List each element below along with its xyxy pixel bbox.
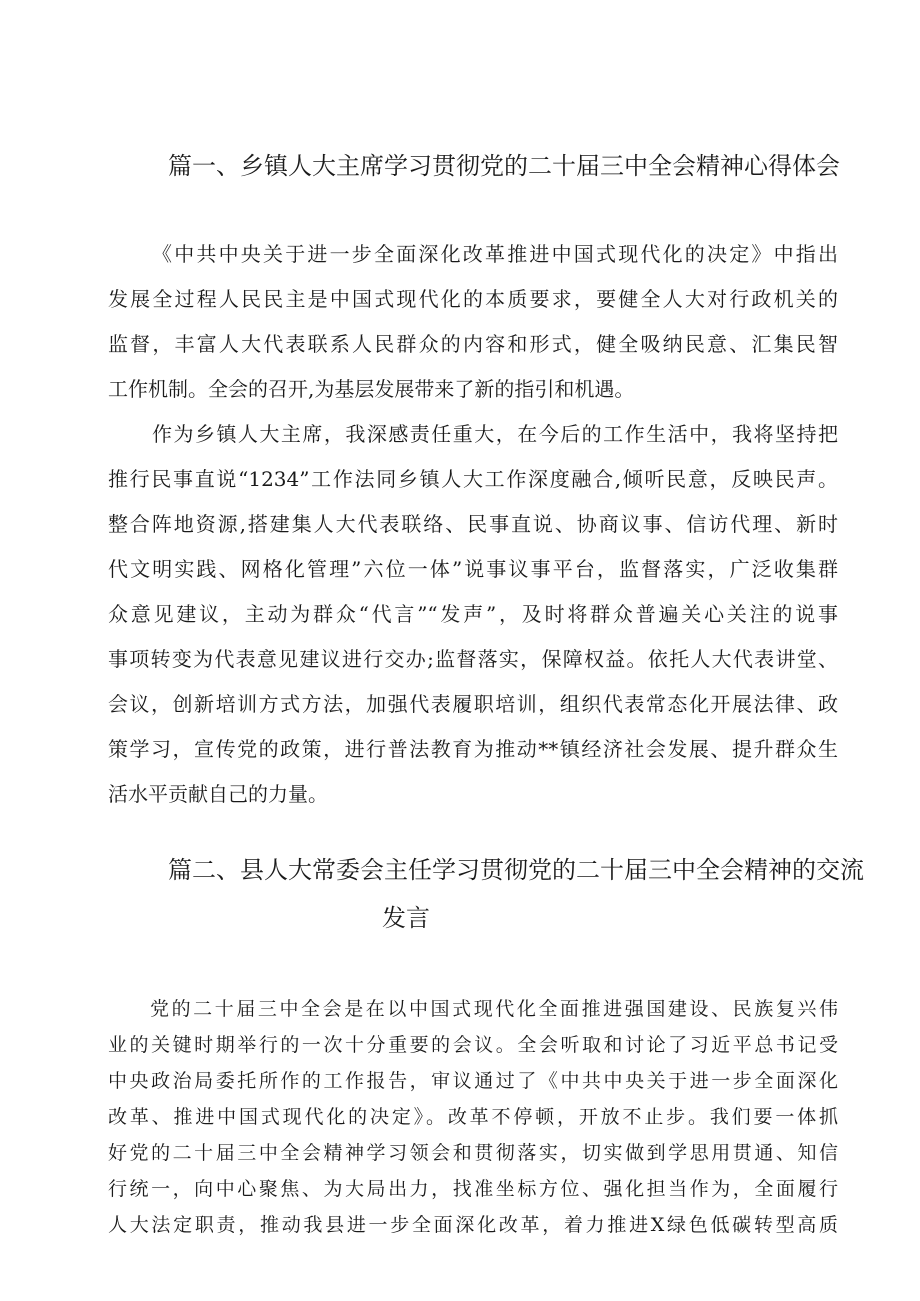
section1-line-8: 代文明实践、网格化管理”六位一体”说事议事平台，监督落实，广泛收集群 (108, 557, 838, 581)
section1-line-3: 监督，丰富人大代表联系人民群众的内容和形式，健全吸纳民意、汇集民智 (108, 332, 838, 356)
section1-line-1: 《中共中央关于进一步全面深化改革推进中国式现代化的决定》中指出 (152, 242, 838, 266)
section1-line-9: 众意见建议，主动为群众“代言”“发声”，及时将群众普遍关心关注的说事 (108, 602, 838, 626)
section1-line-7: 整合阵地资源,搭建集人大代表联络、民事直说、协商议事、信访代理、新时 (108, 512, 838, 536)
section2-line-7: 人大法定职责，推动我县进一步全面深化改革，着力推进X绿色低碳转型高质 (108, 1214, 838, 1236)
section2-line-2: 业的关键时期举行的一次十分重要的会议。全会听取和讨论了习近平总书记受 (108, 1034, 838, 1056)
section2-line-3: 中央政治局委托所作的工作报告，审议通过了《中共中央关于进一步全面深化 (108, 1070, 838, 1092)
section2-title-line-2: 发言 (382, 904, 430, 932)
section1-line-12: 策学习，宣传党的政策，进行普法教育为推动**镇经济社会发展、提升群众生 (108, 737, 838, 761)
section2-line-5: 好党的二十届三中全会精神学习领会和贯彻落实，切实做到学思用贯通、知信 (108, 1142, 838, 1164)
section2-line-6: 行统一，向中心聚焦、为大局出力，找准坐标方位、强化担当作为，全面履行 (108, 1178, 838, 1200)
section1-title: 篇一、乡镇人大主席学习贯彻党的二十届三中全会精神心得体会 (168, 152, 840, 180)
section1-line-6: 推行民事直说“1234”工作法同乡镇人大工作深度融合,倾听民意，反映民声。 (108, 467, 838, 491)
section2-line-1: 党的二十届三中全会是在以中国式现代化全面推进强国建设、民族复兴伟 (150, 998, 838, 1020)
section1-line-11: 会议，创新培训方式方法，加强代表履职培训，组织代表常态化开展法律、政 (108, 692, 838, 716)
section2-title-line-1: 篇二、县人大常委会主任学习贯彻党的二十届三中全会精神的交流 (168, 856, 864, 884)
section1-line-5: 作为乡镇人大主席，我深感责任重大，在今后的工作生活中，我将坚持把 (152, 422, 838, 446)
section1-line-13: 活水平贡献自己的力量。 (108, 782, 328, 806)
section2-line-4: 改革、推进中国式现代化的决定》。改革不停顿，开放不止步。我们要一体抓 (108, 1106, 838, 1128)
section1-line-4: 工作机制。全会的召开,为基层发展带来了新的指引和机遇。 (108, 377, 635, 401)
section1-line-2: 发展全过程人民民主是中国式现代化的本质要求，要健全人大对行政机关的 (108, 287, 838, 311)
section1-line-10: 事项转变为代表意见建议进行交办;监督落实，保障权益。依托人大代表讲堂、 (108, 647, 838, 671)
